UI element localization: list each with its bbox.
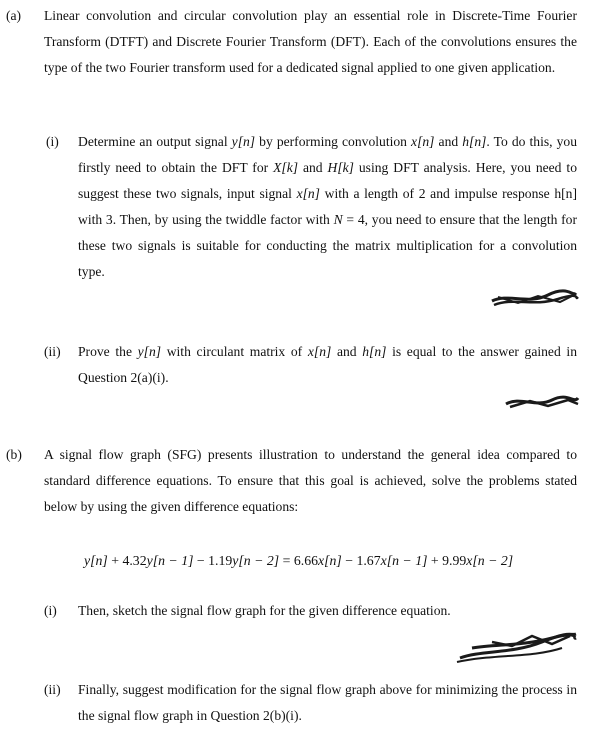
q-b-i-label: (i) bbox=[44, 603, 57, 618]
part-a-intro: Linear convolution and circular convolution play an essential role in Discrete-Time Fourier Transform (DTFT) and Discrete Fourier Transform (DFT). Each of the convolutions ensures the type of the two Fourier transform used for a dedicated signal applied to one given application. bbox=[44, 8, 577, 75]
redacted-marks-scribble bbox=[452, 628, 580, 666]
q-a-i-label: (i) bbox=[46, 134, 59, 149]
q-a-i-text: Determine an output signal y[n] by performing convolution x[n] and h[n]. To do this, you firstly need to obtain the DFT for X[k] and H[k] using DFT analysis. Here, you need to suggest these two signals, input signal x[n] with a length of 2 and impulse response h[n] with 3. Then, by using the twiddle factor with N = 4, you need to ensure that the length for these two signals is suitable for conducting the matrix multiplication for a convolution type. bbox=[78, 134, 577, 279]
part-b-label: (b) bbox=[6, 447, 22, 462]
redacted-marks-scribble bbox=[488, 287, 580, 311]
q-b-i-text: Then, sketch the signal flow graph for the given difference equation. bbox=[78, 603, 451, 618]
redacted-marks-scribble bbox=[502, 392, 582, 412]
part-b-intro: A signal flow graph (SFG) presents illustration to understand the general idea compared to standard difference equations. To ensure that this goal is achieved, solve the problems stated below by using the given difference equations: bbox=[44, 447, 577, 514]
part-a-label: (a) bbox=[6, 8, 22, 23]
q-b-ii-label: (ii) bbox=[44, 682, 61, 697]
q-a-ii-text: Prove the y[n] with circulant matrix of x[n] and h[n] is equal to the answer gained in Question 2(a)(i). bbox=[78, 344, 577, 385]
difference-equation: y[n] + 4.32y[n − 1] − 1.19y[n − 2] = 6.66x[n] − 1.67x[n − 1] + 9.99x[n − 2] bbox=[84, 553, 514, 568]
q-b-ii-text: Finally, suggest modification for the signal flow graph above for minimizing the process in the signal flow graph in Question 2(b)(i). bbox=[78, 682, 577, 723]
q-a-ii-label: (ii) bbox=[44, 344, 61, 359]
